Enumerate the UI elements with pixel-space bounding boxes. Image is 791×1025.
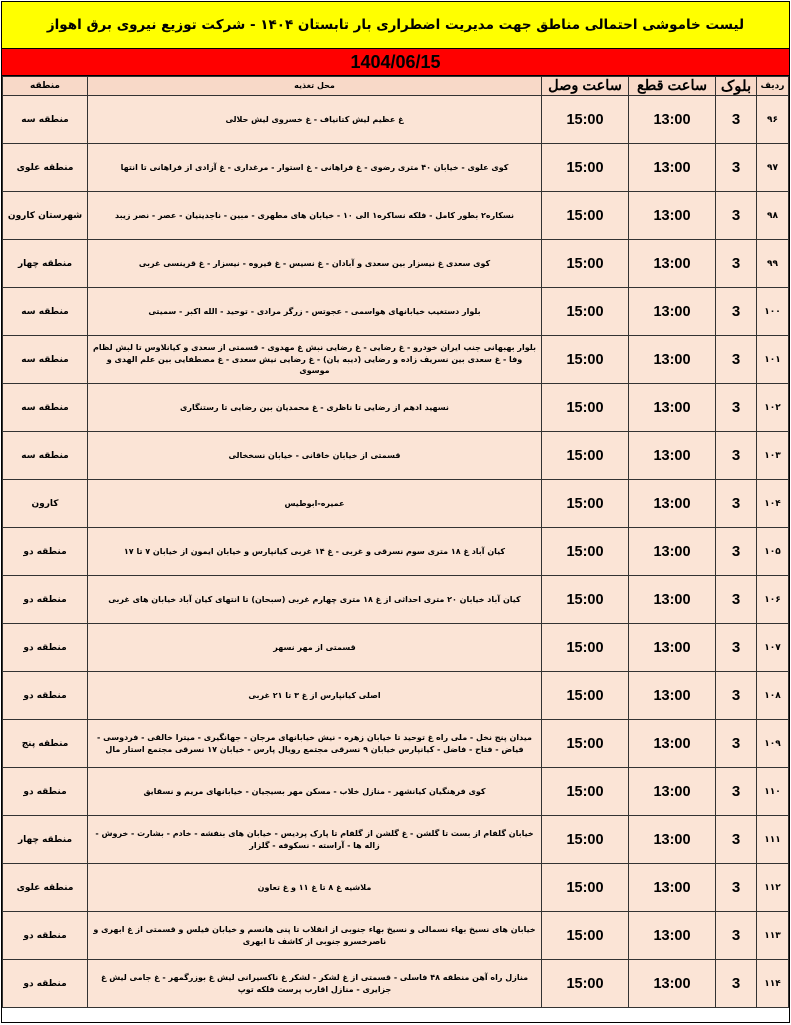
row-region: منطقه چهار xyxy=(3,816,88,864)
row-connect-time: 15:00 xyxy=(542,720,629,768)
table-row xyxy=(3,720,789,768)
header-place: محل تغذیه xyxy=(88,77,542,96)
table-body xyxy=(3,96,789,1008)
row-place: نسهید ادهم از رضایی تا ناظری - غ محمدیان بین رضایی تا رستنگاری xyxy=(88,384,542,432)
row-connect-time: 15:00 xyxy=(542,672,629,720)
row-index: ۱۰۸ xyxy=(757,672,789,720)
schedule-page xyxy=(1,1,790,1023)
row-region: منطقه سه xyxy=(3,432,88,480)
row-block: 3 xyxy=(716,912,757,960)
row-connect-time: 15:00 xyxy=(542,384,629,432)
row-region: منطقه علوی xyxy=(3,864,88,912)
row-block: 3 xyxy=(716,336,757,384)
row-place: اصلی کیانپارس از غ ۳ تا ۲۱ غربی xyxy=(88,672,542,720)
row-place: کوی علوی - خیابان ۴۰ متری رضوی - غ فراهانی - غ استوار - مرغداری - غ آزادی از فراهانی تا انتها xyxy=(88,144,542,192)
row-place: کوی سعدی غ نیسزار بین سعدی و آبادان - غ نسیس - غ فیروه - نیسزار - غ قرینسی غربی xyxy=(88,240,542,288)
table-row xyxy=(3,816,789,864)
row-index: ۱۰۲ xyxy=(757,384,789,432)
row-place: کیان آباد غ ۱۸ متری سوم نسرقی و غربی - غ ۱۴ غربی کیانپارس و خیابان ایمون از خیابان ۷ تا ۱۷ xyxy=(88,528,542,576)
row-cut-time: 13:00 xyxy=(629,816,716,864)
table-row xyxy=(3,960,789,1008)
row-index: ۱۰۳ xyxy=(757,432,789,480)
table-row xyxy=(3,384,789,432)
row-index: ۹۹ xyxy=(757,240,789,288)
row-index: ۱۰۹ xyxy=(757,720,789,768)
row-index: ۱۰۷ xyxy=(757,624,789,672)
row-block: 3 xyxy=(716,528,757,576)
row-index: ۱۱۴ xyxy=(757,960,789,1008)
row-place: خیابان های نسیخ بهاء نسمالی و نسیخ بهاء جنوبی از انقلاب تا پنی هانسم و خیابان فیلس و قسمتی از غ ابهری و ناصرخسرو جنوبی از کاشف تا ابهری xyxy=(88,912,542,960)
table-row xyxy=(3,672,789,720)
row-block: 3 xyxy=(716,864,757,912)
row-block: 3 xyxy=(716,384,757,432)
row-place: منازل راه آهن منطقه ۴۸ فاسلی - قسمتی از غ لشکر - لشکر غ ناکسیرانی لیش غ بوزرگمهر - غ جامی لیش غ جزایری - منازل اقارب پرست فلکه توپ xyxy=(88,960,542,1008)
row-connect-time: 15:00 xyxy=(542,96,629,144)
table-row xyxy=(3,864,789,912)
row-region: منطقه دو xyxy=(3,912,88,960)
row-connect-time: 15:00 xyxy=(542,576,629,624)
row-cut-time: 13:00 xyxy=(629,432,716,480)
row-cut-time: 13:00 xyxy=(629,192,716,240)
row-index: ۱۱۱ xyxy=(757,816,789,864)
row-cut-time: 13:00 xyxy=(629,768,716,816)
row-index: ۹۶ xyxy=(757,96,789,144)
row-region: منطقه علوی xyxy=(3,144,88,192)
row-region: شهرستان کارون xyxy=(3,192,88,240)
row-region: منطقه دو xyxy=(3,960,88,1008)
table-row xyxy=(3,336,789,384)
row-block: 3 xyxy=(716,816,757,864)
row-cut-time: 13:00 xyxy=(629,672,716,720)
row-connect-time: 15:00 xyxy=(542,960,629,1008)
row-block: 3 xyxy=(716,672,757,720)
row-connect-time: 15:00 xyxy=(542,432,629,480)
header-region: منطقه xyxy=(3,77,88,96)
table-row xyxy=(3,912,789,960)
row-index: ۱۰۱ xyxy=(757,336,789,384)
header-connect-time: ساعت وصل xyxy=(542,77,629,96)
row-block: 3 xyxy=(716,192,757,240)
row-place: قسمتی از خیابان خاقانی - خیابان نسخخالی xyxy=(88,432,542,480)
row-region: منطقه پنج xyxy=(3,720,88,768)
row-block: 3 xyxy=(716,624,757,672)
row-block: 3 xyxy=(716,288,757,336)
row-cut-time: 13:00 xyxy=(629,720,716,768)
row-cut-time: 13:00 xyxy=(629,480,716,528)
row-block: 3 xyxy=(716,480,757,528)
row-block: 3 xyxy=(716,960,757,1008)
row-region: منطقه دو xyxy=(3,576,88,624)
row-index: ۱۱۰ xyxy=(757,768,789,816)
row-connect-time: 15:00 xyxy=(542,240,629,288)
row-region: منطقه سه xyxy=(3,96,88,144)
table-row xyxy=(3,576,789,624)
row-connect-time: 15:00 xyxy=(542,192,629,240)
row-connect-time: 15:00 xyxy=(542,528,629,576)
table-row xyxy=(3,624,789,672)
row-place: ملاشیه غ ۸ تا غ ۱۱ و غ تعاون xyxy=(88,864,542,912)
table-row xyxy=(3,768,789,816)
row-region: منطقه دو xyxy=(3,672,88,720)
header-index: ردیف xyxy=(757,77,789,96)
outage-table xyxy=(2,76,789,1008)
row-connect-time: 15:00 xyxy=(542,144,629,192)
row-block: 3 xyxy=(716,96,757,144)
table-row xyxy=(3,288,789,336)
row-region: منطقه دو xyxy=(3,768,88,816)
row-block: 3 xyxy=(716,768,757,816)
row-block: 3 xyxy=(716,240,757,288)
schedule-date: 1404/06/15 xyxy=(2,49,789,76)
row-region: منطقه دو xyxy=(3,528,88,576)
row-region: کارون xyxy=(3,480,88,528)
row-region: منطقه دو xyxy=(3,624,88,672)
page-title: لیست خاموشی احتمالی مناطق جهت مدیریت اضطراری بار تابستان ۱۴۰۴ - شرکت توزیع نیروی برق اهواز xyxy=(2,2,789,49)
row-block: 3 xyxy=(716,432,757,480)
row-region: منطقه سه xyxy=(3,384,88,432)
row-connect-time: 15:00 xyxy=(542,864,629,912)
row-connect-time: 15:00 xyxy=(542,624,629,672)
row-cut-time: 13:00 xyxy=(629,528,716,576)
header-cut-time: ساعت قطع xyxy=(629,77,716,96)
row-index: ۱۱۲ xyxy=(757,864,789,912)
header-block: بلوک xyxy=(716,77,757,96)
row-cut-time: 13:00 xyxy=(629,624,716,672)
row-place: عمیره-ابوطیس xyxy=(88,480,542,528)
table-row xyxy=(3,96,789,144)
row-place: خیابان گلفام از بست تا گلشن - غ گلشن از گلفام تا پارک پردیس - خیابان های بنفشه - خادم - بشارت - خروش - زاله ها - آراسته - نسکوفه - گلزار xyxy=(88,816,542,864)
row-place: بلوار بهبهانی جنب ایران خودرو - غ رضایی - غ رضایی نبش غ مهدوی - قسمتی از سعدی و کیانلاوس تا لبش لظام وفا - غ سعدی بین نسریف زاده و رضایی (دیبه یان) - غ رضایی نیش سعدی - غ مصطفایی بین علم الهدی و موسوی xyxy=(88,336,542,384)
row-place: کوی فرهنگیان کیانشهر - منازل خلاب - مسکن مهر بسیجیان - خیابانهای مریم و نسقایق xyxy=(88,768,542,816)
table-row xyxy=(3,432,789,480)
row-index: ۹۸ xyxy=(757,192,789,240)
row-index: ۱۰۰ xyxy=(757,288,789,336)
row-cut-time: 13:00 xyxy=(629,96,716,144)
table-row xyxy=(3,528,789,576)
row-index: ۱۱۳ xyxy=(757,912,789,960)
row-place: قسمتی از مهر نسهر xyxy=(88,624,542,672)
row-connect-time: 15:00 xyxy=(542,288,629,336)
table-header-row xyxy=(3,77,789,96)
row-cut-time: 13:00 xyxy=(629,288,716,336)
row-region: منطقه چهار xyxy=(3,240,88,288)
row-cut-time: 13:00 xyxy=(629,960,716,1008)
table-row xyxy=(3,240,789,288)
row-block: 3 xyxy=(716,576,757,624)
row-cut-time: 13:00 xyxy=(629,912,716,960)
row-place: میدان پنج نخل - ملی راه غ توحید تا خیابان زهره - نیش خیابانهای مرجان - جهانگیری - میترا خالقی - فردوسی - فیاض - فتاح - فاضل - کیانپارس خیابان ۹ نسرقی مجتمع رویال پارس - خیابان ۱۷ نسرقی مجتمع استار مال xyxy=(88,720,542,768)
row-place: بلوار دستغیب خیابانهای هواسمی - عجوتس - زرگر مرادی - توحید - الله اکبر - سمیتی xyxy=(88,288,542,336)
row-place: غ عظیم لیش کتانیاف - غ خسروی لیش حلالی xyxy=(88,96,542,144)
row-cut-time: 13:00 xyxy=(629,576,716,624)
row-connect-time: 15:00 xyxy=(542,336,629,384)
row-connect-time: 15:00 xyxy=(542,768,629,816)
row-connect-time: 15:00 xyxy=(542,480,629,528)
row-region: منطقه سه xyxy=(3,336,88,384)
row-index: ۱۰۶ xyxy=(757,576,789,624)
row-index: ۱۰۴ xyxy=(757,480,789,528)
row-cut-time: 13:00 xyxy=(629,864,716,912)
row-cut-time: 13:00 xyxy=(629,336,716,384)
row-place: نسکاره۲ بطور کامل - فلکه نساکره۱ الی ۱۰ - خیابان های مطهری - مبین - ناجدینیان - عصر - نصر زیبد xyxy=(88,192,542,240)
table-row xyxy=(3,144,789,192)
table-row xyxy=(3,480,789,528)
row-block: 3 xyxy=(716,720,757,768)
row-place: کیان آباد خیابان ۲۰ متری احداثی از غ ۱۸ متری چهارم غربی (سبحان) تا انتهای کیان آباد خیابان های غربی xyxy=(88,576,542,624)
row-block: 3 xyxy=(716,144,757,192)
row-connect-time: 15:00 xyxy=(542,816,629,864)
row-index: ۱۰۵ xyxy=(757,528,789,576)
row-connect-time: 15:00 xyxy=(542,912,629,960)
row-region: منطقه سه xyxy=(3,288,88,336)
row-index: ۹۷ xyxy=(757,144,789,192)
row-cut-time: 13:00 xyxy=(629,144,716,192)
row-cut-time: 13:00 xyxy=(629,384,716,432)
table-row xyxy=(3,192,789,240)
row-cut-time: 13:00 xyxy=(629,240,716,288)
